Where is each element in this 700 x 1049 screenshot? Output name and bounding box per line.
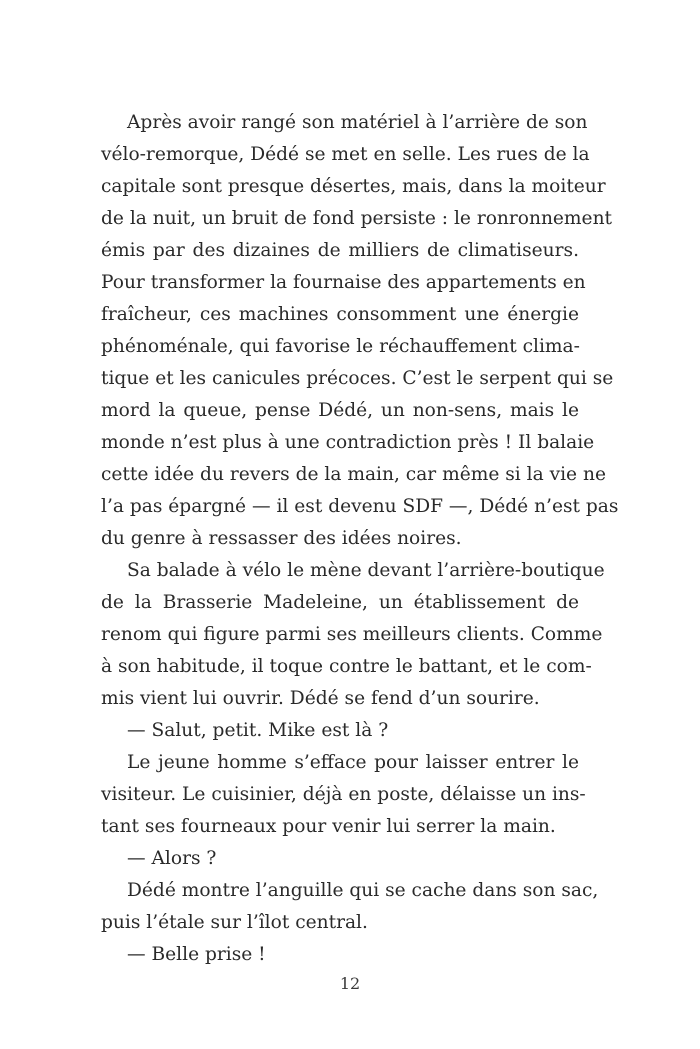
text-line: tant ses fourneaux pour venir lui serrer la main.: [101, 816, 556, 837]
text-line: émis par des dizaines de milliers de climatiseurs.: [101, 240, 579, 261]
text-line: Le jeune homme s’efface pour laisser entrer le: [127, 752, 579, 773]
text-line: à son habitude, il toque contre le battant, et le com-: [101, 656, 592, 677]
text-line: capitale sont presque désertes, mais, dans la moiteur: [101, 176, 606, 197]
text-line: tique et les canicules précoces. C’est le serpent qui se: [101, 368, 614, 389]
text-line: fraîcheur, ces machines consomment une énergie: [101, 304, 579, 325]
dialogue-line: — Salut, petit. Mike est là ?: [127, 720, 389, 741]
text-line: visiteur. Le cuisinier, déjà en poste, délaisse un ins-: [101, 784, 586, 805]
text-line: phénoménale, qui favorise le réchauffement clima-: [101, 336, 580, 357]
page-number: 12: [339, 974, 361, 993]
dialogue-line: — Belle prise !: [127, 944, 266, 965]
text-line: Sa balade à vélo le mène devant l’arrière-boutique: [127, 560, 605, 581]
text-line: mis vient lui ouvrir. Dédé se fend d’un sourire.: [101, 688, 540, 709]
text-line: du genre à ressasser des idées noires.: [101, 528, 462, 549]
text-line: puis l’étale sur l’îlot central.: [101, 912, 368, 933]
text-line: renom qui figure parmi ses meilleurs clients. Comme: [101, 624, 603, 645]
text-line: Dédé montre l’anguille qui se cache dans son sac,: [127, 880, 599, 901]
dialogue-line: — Alors ?: [127, 848, 217, 869]
text-line: vélo-remorque, Dédé se met en selle. Les rues de la: [101, 144, 590, 165]
text-line: cette idée du revers de la main, car même si la vie ne: [101, 464, 606, 485]
text-line: de la nuit, un bruit de fond persiste : le ronronnement: [101, 208, 613, 229]
text-line: monde n’est plus à une contradiction près ! Il balaie: [101, 432, 595, 453]
text-line: Après avoir rangé son matériel à l’arrière de son: [127, 112, 588, 133]
text-line: l’a pas épargné — il est devenu SDF —, Dédé n’est pas: [101, 496, 619, 517]
text-line: Pour transformer la fournaise des appartements en: [101, 272, 586, 293]
text-line: de la Brasserie Madeleine, un établissement de: [101, 592, 579, 613]
text-line: mord la queue, pense Dédé, un non-sens, mais le: [101, 400, 579, 421]
